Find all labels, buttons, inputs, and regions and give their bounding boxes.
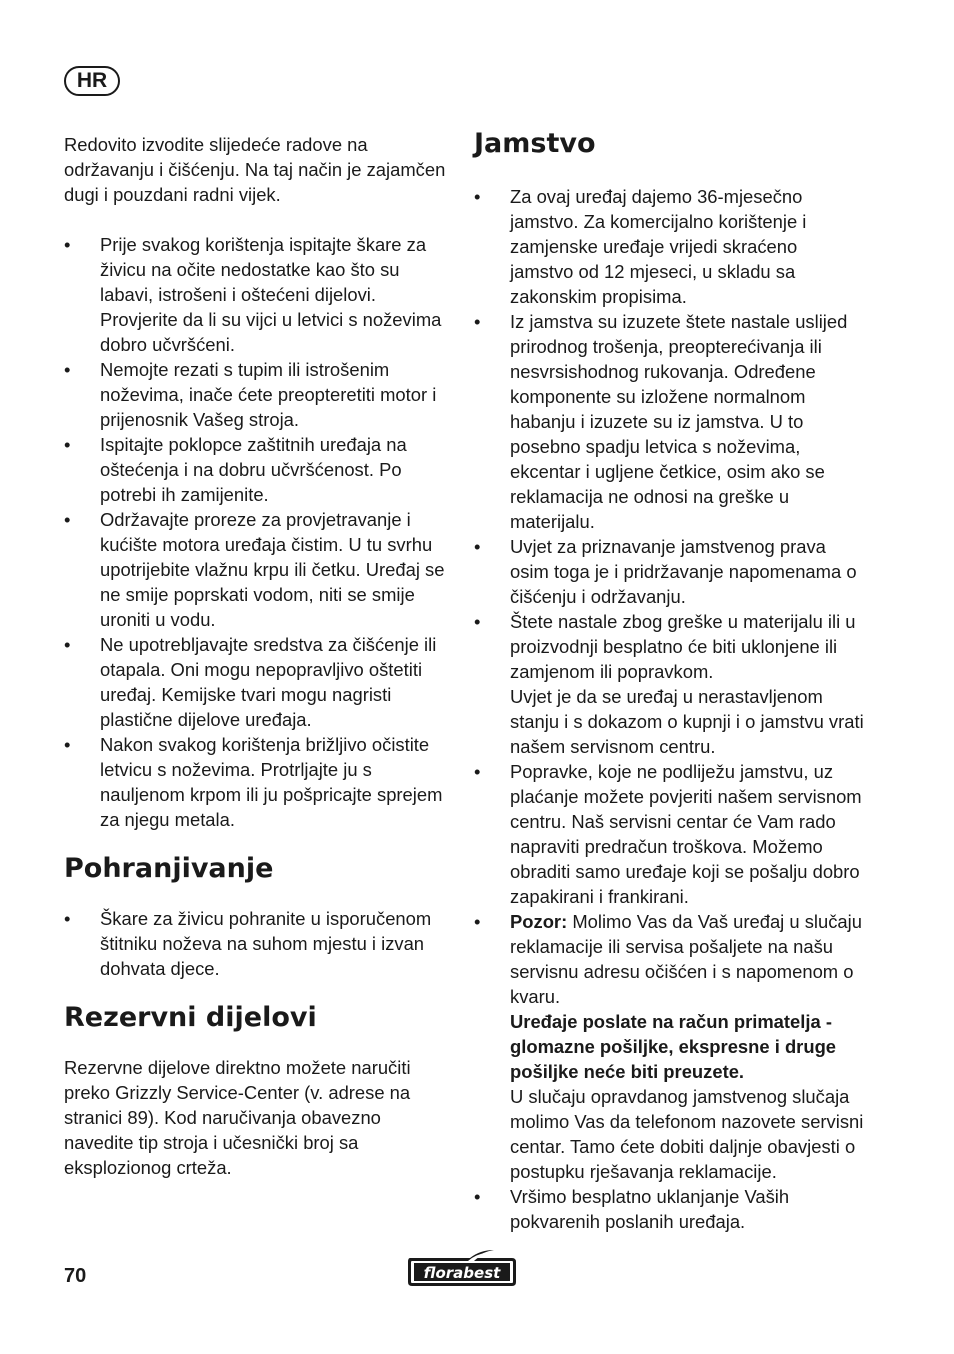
list-item: • Iz jamstva su izuzete štete nastale uslijed prirodnog trošenja, preopterećivanja ili nesvrsishodnog rukovanja. Određene komponente su izložene normalnom habanju i izuzete su iz jamstva. U to posebno spadju letvica s noževima, ekcentar i ugljene četkice, osim ako se reklamacija ne odnosi na greške u materijalu. xyxy=(474,311,848,532)
list-item: • Nakon svakog korištenja brižljivo očistite letvicu s noževima. Protrljajte ju s nauljenom krpom ili ju pošpricajte sprejem za njegu metala. xyxy=(64,734,443,830)
list-item: • Ispitajte poklopce zaštitnih uređaja na oštećenja i na dobru učvršćenost. Po potrebi ih zamijenite. xyxy=(64,434,407,505)
svg-text:florabest: florabest xyxy=(423,1264,501,1282)
warranty-heading: Jamstvo xyxy=(474,128,596,159)
list-item: • Škare za živicu pohranite u isporučenom štitniku noževa na suhom mjestu i izvan dohvata djece. xyxy=(64,908,432,979)
list-item: • Popravke, koje ne podliježu jamstvu, uz plaćanje možete povjeriti našem servisnom centru. Naš servisni centar će Vam rado napraviti predračun troškova. Možemo obraditi samo uređaje koji se pošalju dobro zapakirani i frankirani. xyxy=(474,761,862,907)
list-item: • Uvjet za priznavanje jamstvenog prava osim toga je i pridržavanje napomenama o čišćenju i održavanju. xyxy=(474,536,857,607)
list-item: • Nemojte rezati s tupim ili istrošenim noževima, inače ćete preopteretiti motor i prijenosnik Vašeg stroja. xyxy=(64,359,437,430)
storage-heading: Pohranjivanje xyxy=(64,853,274,884)
list-item: • Štete nastale zbog greške u materijalu ili u proizvodnji besplatno će biti uklonjene ili zamjenom ili popravkom. Uvjet je da se uređaj u nerastavljenom stanju i s dokazom o kupnji i o jamstvu vrati našem servisnom centru. xyxy=(474,611,864,757)
page-number: 70 xyxy=(64,1265,87,1287)
list-item: • Održavajte proreze za provjetravanje i kućište motora uređaja čistim. U tu svrhu upotrijebite vlažnu krpu ili četku. Uređaj se ne smije poprskati vodom, niti se smije uroniti u vodu. xyxy=(64,509,445,630)
list-item: • Pozor: Molimo Vas da Vaš uređaj u slučaju reklamacije ili servisa pošaljete na našu servisnu adresu očišćen i s napomenom o kvaru. Uređaje poslate na račun primatelja - glomazne pošiljke, ekspresne i druge pošiljke neće biti preuzete. U slučaju opravdanog jamstvenog slučaja molimo Vas da telefonom nazovete servisni centar. Tamo ćete dobiti daljnje obavjesti o postupku rješavanja reklamacije. xyxy=(474,911,864,1182)
storage-list xyxy=(64,906,450,981)
list-item: • Za ovaj uređaj dajemo 36-mjesečno jamstvo. Za komercijalno korištenje i zamjenske uređaje vrijedi skraćeno jamstvo od 12 mjeseci, u skladu sa zakonskim propisima. xyxy=(474,186,807,307)
list-item: • Prije svakog korištenja ispitajte škare za živicu na očite nedostatke kao što su labavi, istrošeni i oštećeni dijelovi. Provjerite da li su vijci u letvici s noževima dobro učvršćeni. xyxy=(64,234,442,355)
florabest-logo xyxy=(406,1248,518,1288)
right-column xyxy=(474,128,864,1234)
left-column xyxy=(64,132,450,1180)
maintenance-list xyxy=(64,232,450,832)
list-item: • Vršimo besplatno uklanjanje Vaših pokvarenih poslanih uređaja. xyxy=(474,1186,790,1232)
language-badge: HR xyxy=(64,66,120,96)
list-item: • Ne upotrebljavajte sredstva za čišćenje ili otapala. Oni mogu nepopravljivo oštetiti uređaj. Kemijske tvari mogu nagristi plastične dijelove uređaja. xyxy=(64,634,437,730)
spare-parts-text: Rezervne dijelove direktno možete naručiti preko Grizzly Service-Center (v. adrese na stranici 89). Kod naručivanja obavezno navedite tip stroja i učesnički broj sa eksplozionog crteža. xyxy=(64,1057,411,1178)
warranty-list xyxy=(474,184,864,1234)
spare-parts-heading: Rezervni dijelovi xyxy=(64,1002,317,1033)
maintenance-intro: Redovito izvodite slijedeće radove na održavanju i čišćenju. Na taj način je zajamčen dugi i pouzdani radni vijek. xyxy=(64,134,446,205)
